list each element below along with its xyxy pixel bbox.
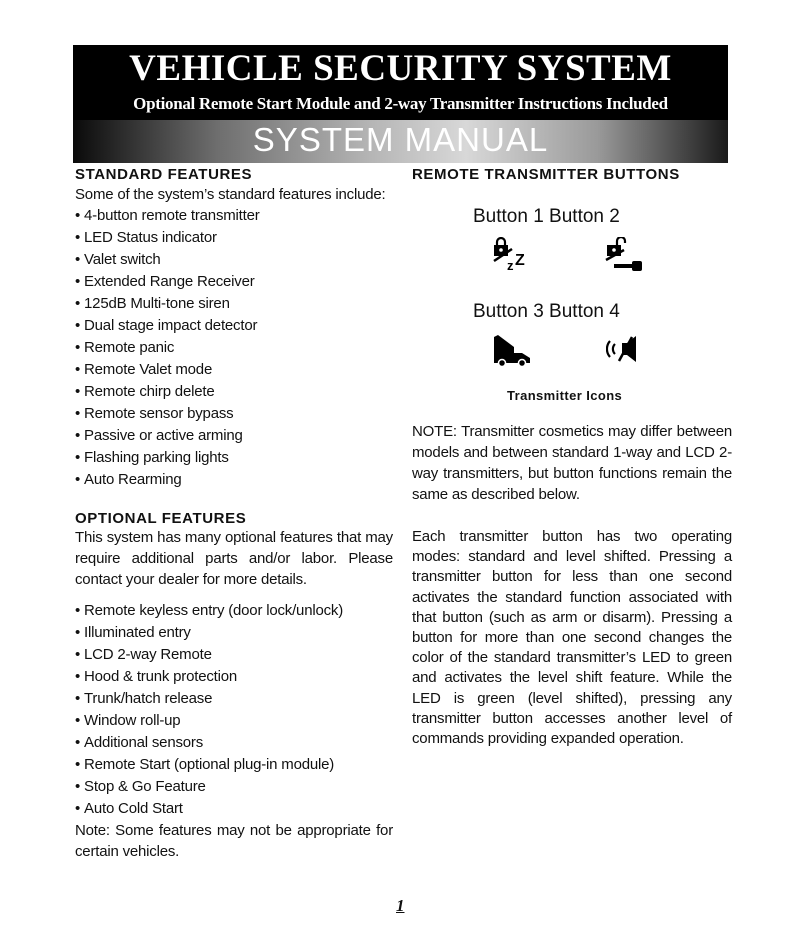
list-item: • Illuminated entry [75, 622, 393, 644]
transmitter-note: NOTE: Transmitter cosmetics may differ between models and between standard 1-way and LCD 2-way transmitters, but button functions remain the same as described below. [412, 423, 732, 503]
siren-speaker-icon [606, 333, 642, 365]
optional-features-heading: OPTIONAL FEATURES [75, 510, 247, 527]
list-item: • Flashing parking lights [75, 447, 393, 469]
list-item: • Passive or active arming [75, 425, 393, 447]
svg-text:Z: Z [515, 252, 525, 269]
right-text-block [412, 421, 732, 749]
list-item: • 4-button remote transmitter [75, 205, 393, 227]
list-item: • Trunk/hatch release [75, 688, 393, 710]
lock-sleep-icon [492, 237, 532, 273]
list-item: • Extended Range Receiver [75, 271, 393, 293]
car-trunk-icon [492, 333, 532, 367]
page-number: 1 [396, 896, 405, 915]
remote-buttons-heading: REMOTE TRANSMITTER BUTTONS [412, 166, 680, 183]
list-item: • Remote sensor bypass [75, 403, 393, 425]
header-banner [73, 45, 728, 163]
list-item: • Valet switch [75, 249, 393, 271]
list-item: • Remote keyless entry (door lock/unlock) [75, 600, 393, 622]
list-item: • LED Status indicator [75, 227, 393, 249]
left-column [75, 166, 393, 862]
list-item: • Remote Valet mode [75, 359, 393, 381]
manual-label: SYSTEM MANUAL [252, 121, 549, 158]
list-item: • Remote chirp delete [75, 381, 393, 403]
list-item: • Stop & Go Feature [75, 776, 393, 798]
svg-text:z: z [507, 258, 514, 273]
optional-features-intro: This system has many optional features that may require additional parts and/or labor. Please contact your dealer for more details. [75, 529, 393, 588]
list-item: • Window roll-up [75, 710, 393, 732]
unlock-key-icon [604, 237, 644, 273]
optional-features-list [75, 600, 393, 820]
button-row2-label: Button 3 Button 4 [473, 301, 620, 322]
standard-features-list [75, 205, 393, 491]
standard-features-heading: STANDARD FEATURES [75, 166, 253, 183]
list-item: • Remote Start (optional plug-in module) [75, 754, 393, 776]
document-title: VEHICLE SECURITY SYSTEM [129, 48, 672, 89]
optional-features-note: Note: Some features may not be appropriate for certain vehicles. [75, 822, 393, 860]
list-item: • Remote panic [75, 337, 393, 359]
button-row1-label: Button 1 Button 2 [473, 206, 620, 227]
transmitter-icons-caption: Transmitter Icons [507, 388, 623, 403]
list-item: • Auto Cold Start [75, 798, 393, 820]
list-item: • Auto Rearming [75, 469, 393, 491]
list-item: • Additional sensors [75, 732, 393, 754]
standard-features-intro: Some of the system’s standard features include: [75, 186, 386, 203]
list-item: • Hood & trunk protection [75, 666, 393, 688]
document-subtitle: Optional Remote Start Module and 2-way Transmitter Instructions Included [133, 94, 668, 113]
list-item: • 125dB Multi-tone siren [75, 293, 393, 315]
list-item: • LCD 2-way Remote [75, 644, 393, 666]
list-item: • Dual stage impact detector [75, 315, 393, 337]
right-column [412, 166, 732, 183]
transmitter-description: Each transmitter button has two operating modes: standard and level shifted. Pressing a transmitter button for less than one second activates the standard function associated with that button (such as arm or disarm). Pressing a button for more than one second changes the color of the standard transmitter’s LED to green and activates the level shift feature. While the LED is green (level shifted), pressing any transmitter button accesses another level of commands providing expanded operation. [412, 528, 732, 748]
